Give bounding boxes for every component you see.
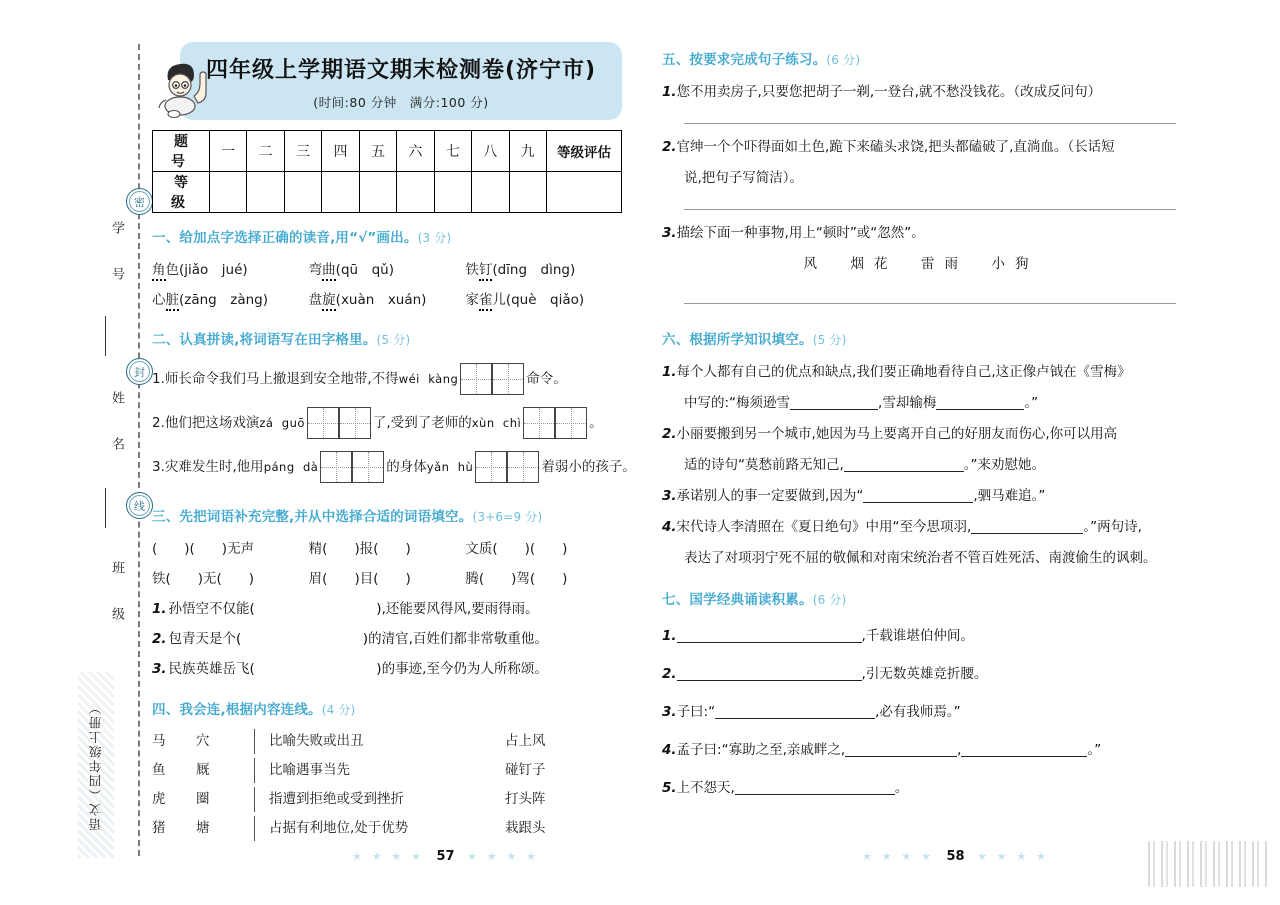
idiom-blanks [152,534,622,594]
tianzige-sentence-3-num: 3. [152,459,165,475]
knowledge-item-2-line1: 小丽要搬到另一个城市,她因为马上要离开自己的好朋友而伤心,你可以用高 [676,426,1118,442]
match-divider [254,787,255,812]
classic-item-3-text: ,必有我师焉。” [875,704,961,720]
section-2-heading [152,328,622,348]
footer-stars-right: ★ ★ ★ ★ [862,850,934,863]
knowledge-item-2-num: 2. [662,426,677,442]
sentence-exercise-2-num: 2. [662,139,677,155]
classic-item-4-num: 4. [662,742,677,758]
sentence-exercise-1 [662,77,1180,108]
pinyin-choice-row-2 [152,285,622,315]
blank-6-1-b[interactable] [936,409,1024,410]
score-col-8: 八 [472,131,509,172]
match-left-1[interactable]: 马 [152,733,166,749]
tianzige-sentence-2-text-c: 。 [589,415,603,431]
blank-7-4-a[interactable] [845,756,957,757]
side-subject-tag [78,672,114,858]
score-col-grade-eval: 等级评估 [547,131,622,172]
footer-stars-left-2: ★ ★ ★ ★ [467,850,540,863]
score-table-header-row [153,131,622,172]
classic-item-4-text: 。” [1087,742,1102,758]
pinyin-options-3: (dīng dìng) [492,262,576,278]
sentence-exercise-1-num: 1. [662,84,677,100]
section-7-heading-text: 七、国学经典诵读积累。 [662,592,813,608]
section-7-heading [662,588,1180,608]
idiom-fill-2-text: 包青天是个( )的清官,百姓们都非常敬重他。 [168,631,548,647]
classic-item-5-num: 5. [662,780,677,796]
score-table-row-label-grade: 等 级 [153,172,210,213]
knowledge-item-1-text-b: ,雪却输梅 [878,395,937,411]
section-3-heading [152,505,622,525]
score-col-1: 一 [210,131,247,172]
tianzige-sentence-2-text-a: 他们把这场戏演 [164,415,260,431]
pinyin-options-2: (qū qǔ) [335,262,394,278]
pinyin-choice-row-1 [152,255,622,285]
score-cell-1[interactable] [210,172,247,213]
blank-7-3[interactable] [715,718,875,719]
sentence-exercise-3 [662,218,1180,249]
section-1-points: (3 分) [417,231,452,245]
score-cell-6[interactable] [397,172,434,213]
idiom-2[interactable]: 精( )报( ) [308,541,411,557]
classic-item-4: 4.孟子曰:“寡助之至,亲戚畔之, , 。” [662,742,1102,758]
knowledge-item-4-text-a: 宋代诗人李清照在《夏日绝句》中用“至今思项羽, [676,519,972,535]
sentence-exercise-2-text: 官绅一个个吓得面如土色,跪下来磕头求饶,把头都磕破了,直淌血。（长话短 [676,139,1115,155]
idiom-row-2 [152,564,622,594]
knowledge-item-1-num: 1. [662,364,677,380]
knowledge-item-4-line2: 表达了对项羽宁死不屈的敬佩和对南宋统治者不管百姓死活、南渡偷生的讽刺。 [684,550,1157,566]
knowledge-item-1-text-c: 。” [1024,395,1039,411]
tianzige-sentence-2-num: 2. [152,415,165,431]
classic-item-3-before: 子曰:“ [676,704,716,720]
score-col-3: 三 [284,131,321,172]
blank-6-4[interactable] [971,533,1083,534]
score-col-4: 四 [322,131,359,172]
score-table-row-label-number: 题 号 [153,131,210,172]
idiom-4[interactable]: 铁( )无( ) [152,571,255,587]
knowledge-item-1 [662,357,1180,388]
title-banner [180,42,622,120]
idiom-fill-item-2[interactable] [152,624,622,654]
tianzige-block-zaguo[interactable] [259,401,373,445]
match-right-3[interactable]: 打头阵 [505,791,546,807]
margin-label-name: 姓 名 [109,390,124,460]
knowledge-item-2-line2 [684,450,1180,481]
match-left-2[interactable]: 鱼 [152,762,166,778]
margin-label-student-id: 学 号 [109,220,124,290]
idiom-fill-item-3[interactable] [152,654,622,684]
match-mid-2[interactable]: 厩 [196,762,210,778]
pinyin-pang: páng [263,460,295,474]
section-6-points: (5 分) [812,333,847,347]
knowledge-item-4-text-b: 。”两句诗, [1083,519,1142,535]
score-col-7: 七 [434,131,471,172]
tianzige-sentence-1 [152,357,622,401]
idiom-6[interactable]: 腾( )驾( ) [465,571,568,587]
match-divider [254,729,255,754]
score-col-9: 九 [509,131,547,172]
score-cell-8[interactable] [472,172,509,213]
score-cell-9[interactable] [509,172,547,213]
match-divider [254,816,255,841]
margin-label-class: 班 级 [109,560,124,630]
footer-right [862,849,1049,864]
pinyin-choice-item-1[interactable]: 角色(jiǎo jué) [152,255,309,285]
match-row[interactable] [152,785,622,814]
margin-divider-1 [105,316,106,356]
classic-item-1-num: 1. [662,628,677,644]
tianzige-sentence-3 [152,445,636,489]
section-6-heading [662,328,1180,348]
section-6-heading-text: 六、根据所学知识填空。 [662,332,813,348]
classic-item-2 [662,655,1180,693]
tianzige-block-yanhu[interactable] [427,445,542,489]
classic-item-3-num: 3. [662,704,677,720]
section-1-heading [152,226,622,246]
answer-line-5-1[interactable] [684,122,1176,124]
footer-left [352,849,539,864]
score-cell-7[interactable] [434,172,471,213]
sentence-exercise-3-words: 风 烟花 雷雨 小狗 [803,256,1039,272]
seal-mark-xian: 线 [126,492,153,519]
knowledge-item-1-line1: 每个人都有自己的优点和缺点,我们要正确地看待自己,这正像卢钺在《雪梅》 [676,364,1131,380]
match-right-1[interactable]: 占上风 [505,733,546,749]
score-cell-3[interactable] [284,172,321,213]
pinyin-wei: wéi [398,372,420,386]
right-page-column [662,48,1180,807]
score-cell-2[interactable] [247,172,284,213]
section-2-heading-text: 二、认真拼读,将词语写在田字格里。 [152,332,377,348]
score-table [152,130,622,213]
match-mid-4[interactable]: 塘 [196,820,210,836]
footer-stars-right-2: ★ ★ ★ ★ [977,850,1050,863]
section-2-points: (5 分) [376,333,411,347]
match-right-2[interactable]: 碰钉子 [505,762,546,778]
section-3-heading-text: 三、先把词语补充完整,并从中选择合适的词语填空。 [152,509,473,525]
match-mid-1[interactable]: 穴 [196,733,210,749]
score-col-6: 六 [397,131,434,172]
match-mid-3[interactable]: 圈 [196,791,210,807]
knowledge-item-4-num: 4. [662,519,677,535]
section-4-heading-text: 四、我会连,根据内容连线。 [152,702,322,718]
match-row[interactable] [152,727,622,756]
tianzige-sentence-3-text-b: 的身体 [386,459,427,475]
blank-7-4-b[interactable] [961,756,1087,757]
tianzige-block-weikang[interactable] [399,357,527,401]
pinyin-choice-item-5[interactable]: 盘旋(xuàn xuán) [309,285,466,315]
idiom-fill-1-num: 1. [152,601,167,617]
margin-divider-2 [105,488,106,528]
pinyin-hu: hù [457,460,474,474]
knowledge-item-2 [662,419,1180,450]
idiom-5[interactable]: 眉( )目( ) [308,571,411,587]
knowledge-item-1-line2 [684,388,1180,419]
match-meaning-2[interactable]: 比喻遇事当先 [269,762,350,778]
idiom-fill-3-text: 民族英雄岳飞( )的事迹,至今仍为人所称颂。 [168,661,548,677]
match-meaning-3[interactable]: 指遭到拒绝或受到挫折 [269,791,404,807]
tianzige-sentence-2-text-b: 了,受到了老师的 [372,415,472,431]
knowledge-item-3-num: 3. [662,488,677,504]
tianzige-sentence-3-text-c: 着弱小的孩子。 [541,459,636,475]
classic-item-1 [662,617,1180,655]
pinyin-choice-item-2[interactable]: 弯曲(qū qǔ) [309,255,466,285]
classic-item-5-text: 。 [894,780,909,796]
page-subtitle: (时间:80 分钟 满分:100 分) [313,95,489,110]
page-title: 四年级上学期语文期末检测卷(济宁市) [205,58,597,83]
pinyin-chi: chì [502,416,522,430]
barcode-watermark [1148,841,1270,887]
idiom-fill-3-num: 3. [152,661,167,677]
section-7-points: (6 分) [812,593,847,607]
blank-6-1-a[interactable] [790,409,878,410]
tianzige-block-pangda[interactable] [264,445,387,489]
page-number-left: 57 [436,849,455,864]
pinyin-xun: xùn [471,416,495,430]
classic-item-5 [662,769,1180,807]
knowledge-item-3-text-a: 承诺别人的事一定要做到,因为“ [676,488,864,504]
classic-item-3 [662,693,1180,731]
match-right-4[interactable]: 栽跟头 [505,820,546,836]
answer-line-5-3[interactable] [684,302,1176,304]
match-row[interactable] [152,814,622,843]
pinyin-guo: guō [281,416,305,430]
knowledge-item-3 [662,481,1180,512]
idiom-fill-2-num: 2. [152,631,167,647]
knowledge-item-1-text-a: 中写的:“梅须逊雪 [684,395,791,411]
blank-7-2[interactable] [677,680,862,681]
pinyin-choice-item-3[interactable]: 铁钉(dīng dìng) [465,255,622,285]
section-5-heading [662,48,1180,68]
seal-mark-mi: 密 [126,188,153,215]
pinyin-options-4: (zāng zàng) [179,292,269,308]
sentence-exercise-1-text: 您不用卖房子,只要您把胡子一剃,一登台,就不愁没钱花。（改成反问句） [676,84,1102,100]
tianzige-sentence-1-num: 1. [152,371,165,387]
section-5-heading-text: 五、按要求完成句子练习。 [662,52,827,68]
idiom-fill-item-1[interactable] [152,594,622,624]
pinyin-za: zá [259,416,274,430]
blank-6-2[interactable] [844,471,964,472]
knowledge-item-4 [662,512,1180,543]
left-page-column [152,42,636,843]
answer-line-5-2[interactable] [684,208,1176,210]
blank-7-1[interactable] [677,642,862,643]
pinyin-da: dà [302,460,319,474]
tianzige-sentence-1-text-b: 命令。 [526,371,567,387]
match-divider [254,758,255,783]
sentence-exercise-3-text: 描绘下面一种事物,用上“顿时”或“忽然”。 [676,225,925,241]
knowledge-item-3-text-b: ,驷马难追。” [973,488,1046,504]
tianzige-sentence-2 [152,401,622,445]
pinyin-choice-item-6[interactable]: 家雀儿(què qiǎo) [465,285,622,315]
pinyin-options-1: (jiǎo jué) [179,262,248,278]
pinyin-choice-item-4[interactable]: 心脏(zāng zàng) [152,285,309,315]
match-meaning-4[interactable]: 占据有利地位,处于优势 [269,820,409,836]
tianzige-sentence-3-text-a: 灾难发生时,他用 [164,459,264,475]
seal-mark-feng: 封 [126,358,153,385]
idiom-row-1 [152,534,622,564]
student-mascot-icon [154,56,216,120]
section-1-heading-text: 一、给加点字选择正确的读音,用“√”画出。 [152,230,418,246]
section-4-heading [152,698,622,718]
section-5-points: (6 分) [826,53,861,67]
sentence-exercise-3-num: 3. [662,225,677,241]
match-left-4[interactable]: 猪 [152,820,166,836]
pinyin-yan: yǎn [426,460,450,474]
side-subject-tag-label: 语文（四年级上册） [88,699,103,831]
fold-dash-line [138,44,140,856]
knowledge-item-2-text-a: 适的诗句“莫愁前路无知己, [684,457,844,473]
idiom-1[interactable]: ( )( )无声 [152,541,255,557]
match-row[interactable] [152,756,622,785]
pinyin-options-6: (què qiǎo) [505,292,585,308]
score-cell-4[interactable] [322,172,359,213]
classic-item-2-num: 2. [662,666,677,682]
classic-item-5-before: 上不怨天, [676,780,735,796]
pinyin-options-5: (xuàn xuán) [335,292,427,308]
score-col-2: 二 [247,131,284,172]
page-number-right: 58 [946,849,965,864]
score-cell-grade-eval[interactable] [547,172,622,213]
idiom-3[interactable]: 文质( )( ) [465,541,568,557]
blank-6-3[interactable] [863,502,973,503]
score-cell-5[interactable] [359,172,396,213]
idiom-fill-1-text: 孙悟空不仅能( ),还能要风得风,要雨得雨。 [168,601,539,617]
sentence-exercise-2-cont: 说,把句子写简洁）。 [684,170,804,186]
classic-item-1-text: ,千载谁堪伯仲间。 [861,628,974,644]
sentence-exercise-2 [662,132,1180,163]
match-meaning-1[interactable]: 比喻失败或出丑 [269,733,364,749]
tianzige-block-xunchi[interactable] [472,401,590,445]
pinyin-kang: kàng [428,372,459,386]
section-3-points: (3+6=9 分) [472,510,543,524]
score-col-5: 五 [359,131,396,172]
footer-stars-left: ★ ★ ★ ★ [352,850,424,863]
tianzige-sentence-1-text-a: 师长命令我们马上撤退到安全地带,不得 [164,371,399,387]
blank-7-5[interactable] [735,794,895,795]
classic-item-4-before: 孟子曰:“寡助之至,亲戚畔之, [676,742,846,758]
match-left-3[interactable]: 虎 [152,791,166,807]
score-table-value-row [153,172,622,213]
section-4-points: (4 分) [321,703,356,717]
classic-item-2-text: ,引无数英雄竞折腰。 [861,666,988,682]
knowledge-item-2-text-b: 。”来劝慰她。 [963,457,1046,473]
